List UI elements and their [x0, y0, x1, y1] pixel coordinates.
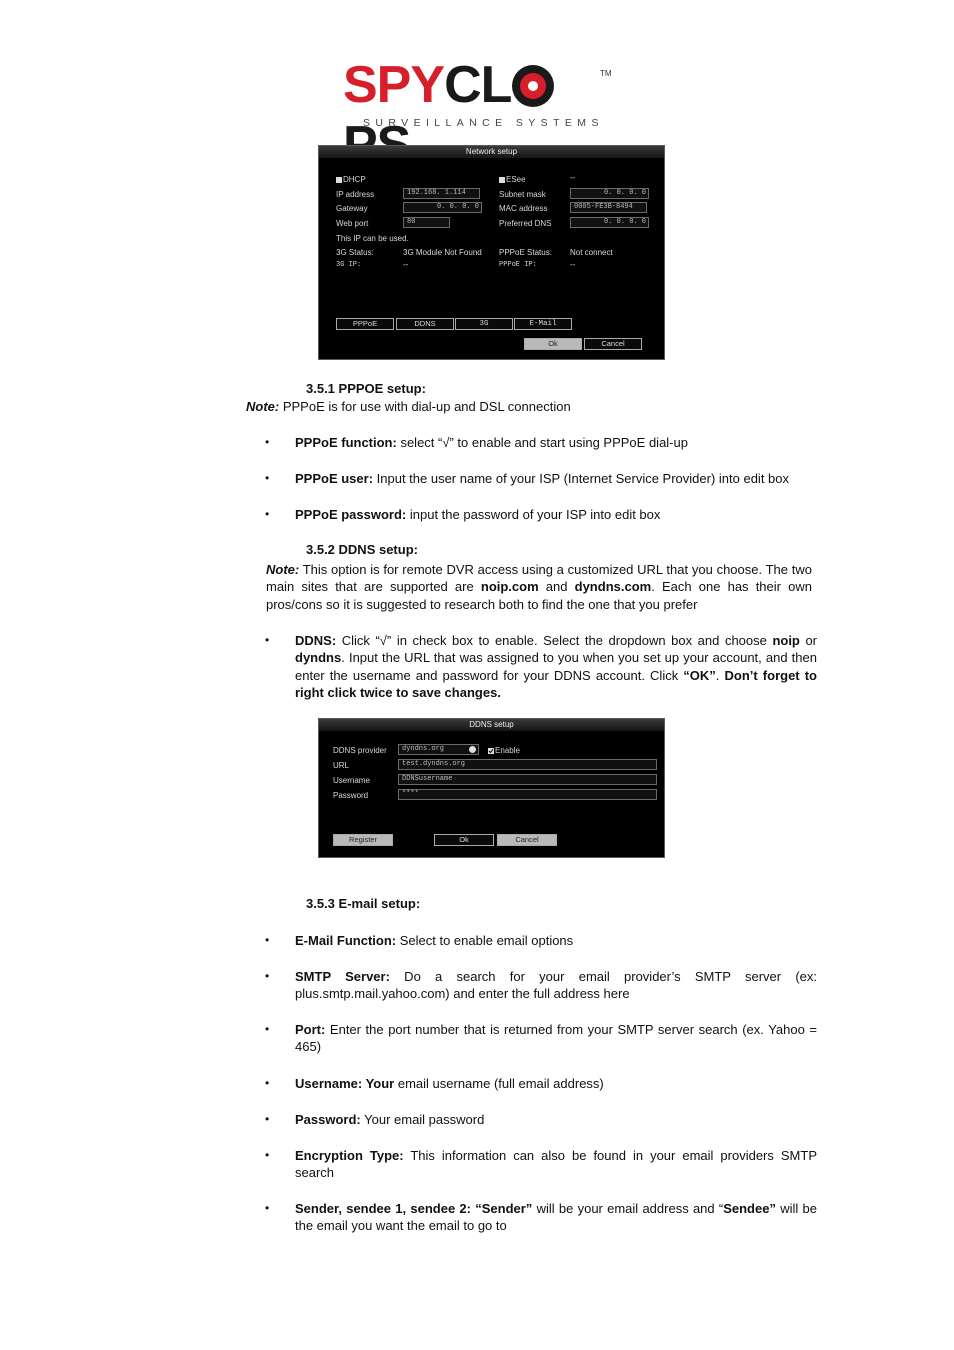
checkbox-icon — [488, 748, 494, 754]
bullet-icon: • — [265, 1201, 270, 1215]
list-item: PPPoE password: input the password of your ISP into edit box — [295, 507, 661, 522]
dropdown-icon — [469, 746, 476, 753]
subnet-mask-field[interactable]: 0. 0. 0. 0 — [570, 188, 649, 199]
pppoe-ip-value: -- — [570, 260, 576, 269]
3g-ip-value: -- — [403, 260, 409, 269]
ddns-provider-select[interactable]: dyndns.org — [398, 744, 479, 755]
checkbox-icon — [499, 177, 505, 183]
bullet-icon: • — [265, 471, 270, 485]
spyclops-logo — [343, 55, 613, 135]
pppoe-status-value: Not connect — [570, 248, 613, 257]
register-button[interactable]: Register — [333, 834, 393, 846]
mac-address-field[interactable]: 0005-FE3B-8494 — [570, 202, 647, 213]
web-port-field[interactable]: 80 — [403, 217, 450, 228]
list-item: E-Mail Function: Select to enable email options — [295, 933, 574, 948]
pppoe-heading: 3.5.1 PPPOE setup: — [306, 381, 426, 396]
gateway-field[interactable]: 0. 0. 0. 0 — [403, 202, 482, 213]
ok-button[interactable]: Ok — [434, 834, 494, 846]
esee-value: -- — [570, 173, 576, 182]
bullet-icon: • — [265, 933, 270, 947]
subnet-mask-label: Subnet mask — [499, 190, 546, 199]
list-item: Username: Your email username (full email address) — [295, 1076, 604, 1091]
web-port-label: Web port — [336, 219, 369, 228]
pppoe-status-label: PPPoE Status: — [499, 248, 552, 257]
bullet-icon: • — [265, 1112, 270, 1126]
preferred-dns-label: Preferred DNS — [499, 219, 552, 228]
bullet-icon: • — [265, 435, 270, 449]
3g-status-label: 3G Status: — [336, 248, 374, 257]
ddns-heading: 3.5.2 DDNS setup: — [306, 542, 418, 557]
bullet-icon: • — [265, 633, 270, 647]
ddns-setup-dialog — [318, 718, 665, 858]
ddns-tab-button[interactable]: DDNS — [396, 318, 454, 330]
pppoe-note: Note: PPPoE is for use with dial-up and DSL connection — [246, 399, 571, 414]
password-field[interactable]: **** — [398, 789, 657, 800]
3g-tab-button[interactable]: 3G — [455, 318, 513, 330]
cancel-button[interactable]: Cancel — [497, 834, 557, 846]
pppoe-tab-button[interactable]: PPPoE — [336, 318, 394, 330]
url-field[interactable]: test.dyndns.org — [398, 759, 657, 770]
cancel-button[interactable]: Cancel — [584, 338, 642, 350]
3g-ip-label: 3G IP: — [336, 261, 362, 269]
bullet-icon: • — [265, 969, 270, 983]
eye-icon — [512, 65, 554, 107]
password-label: Password — [333, 791, 369, 800]
pppoe-ip-label: PPPoE IP: — [499, 261, 537, 269]
url-label: URL — [333, 761, 350, 770]
enable-checkbox[interactable]: Enable — [488, 746, 520, 755]
3g-status-value: 3G Module Not Found — [403, 248, 482, 257]
email-tab-button[interactable]: E-Mail — [514, 318, 572, 330]
trademark-mark: TM — [600, 69, 612, 78]
checkbox-icon — [336, 177, 342, 183]
bullet-icon: • — [265, 1076, 270, 1090]
esee-checkbox[interactable]: ESee — [499, 175, 526, 184]
dialog-title: DDNS setup — [319, 719, 664, 731]
dhcp-checkbox[interactable]: DHCP — [336, 175, 366, 184]
list-item: Port: Enter the port number that is returned from your SMTP server search (ex. Yahoo = 465) — [295, 1021, 817, 1054]
bullet-icon: • — [265, 507, 270, 521]
list-item: PPPoE user: Input the user name of your ISP (Internet Service Provider) into edit box — [295, 471, 790, 486]
username-label: Username — [333, 776, 370, 785]
gateway-label: Gateway — [336, 204, 368, 213]
list-item: Password: Your email password — [295, 1112, 485, 1127]
ok-button[interactable]: Ok — [524, 338, 582, 350]
bullet-icon: • — [265, 1148, 270, 1162]
ddns-item: DDNS: Click “√” in check box to enable. Select the dropdown box and choose noip or dyndns. Input the URL that was assigned to you when you set up your account, and then enter the username and password for your DDNS account. Click “OK”. Don’t forget to right click twice to save changes. — [295, 632, 817, 700]
username-field[interactable]: DDNSusername — [398, 774, 657, 785]
ddns-provider-label: DDNS provider — [333, 746, 387, 755]
preferred-dns-field[interactable]: 0. 0. 0. 0 — [570, 217, 649, 228]
ip-address-field[interactable]: 192.168. 1.114 — [403, 188, 480, 199]
ip-address-label: IP address — [336, 190, 375, 199]
network-setup-dialog — [318, 145, 665, 360]
list-item: PPPoE function: select “√” to enable and start using PPPoE dial-up — [295, 435, 688, 450]
email-heading: 3.5.3 E-mail setup: — [306, 896, 421, 911]
ip-status-text: This IP can be used. — [336, 234, 409, 243]
list-item: SMTP Server: Do a search for your email provider’s SMTP server (ex: plus.smtp.mail.yahoo.com) and enter the full address here — [295, 968, 818, 1001]
dialog-title: Network setup — [319, 146, 664, 158]
ddns-note: Note: This option is for remote DVR access using a customized URL that you choose. The two main sites that are supported are noip.com and dyndns.com. Each one has their own pros/cons so it is suggested to research both to find the one that you prefer — [266, 561, 812, 612]
list-item: Encryption Type: This information can also be found in your email providers SMTP search — [295, 1147, 817, 1180]
bullet-icon: • — [265, 1022, 270, 1036]
logo-subtitle: SURVEILLANCE SYSTEMS — [363, 117, 604, 129]
logo-wordmark: SPYCL — [343, 55, 613, 175]
list-item: Sender, sendee 1, sendee 2: “Sender” will be your email address and “Sendee” will be the email you want the email to go to — [295, 1200, 817, 1233]
mac-address-label: MAC address — [499, 204, 548, 213]
